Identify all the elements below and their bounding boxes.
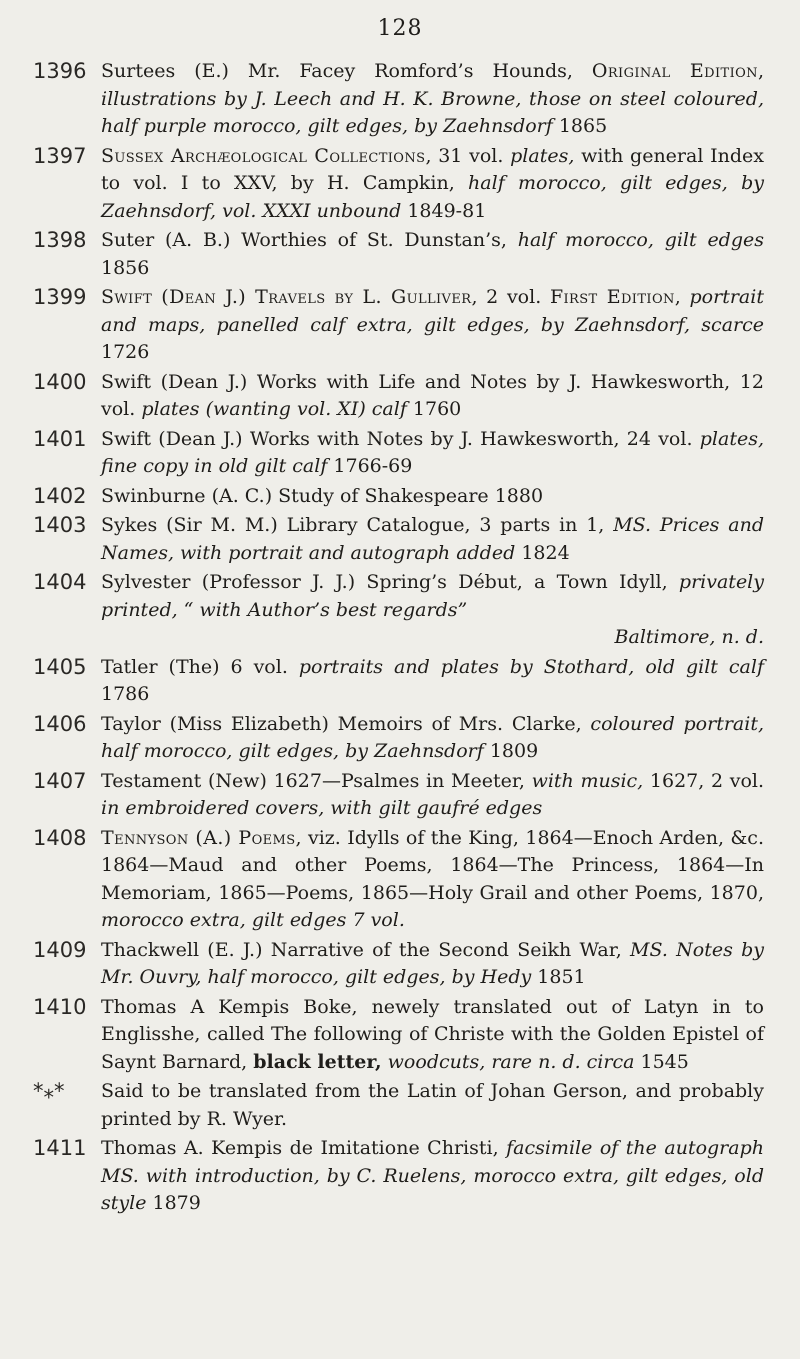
entry-description: Sykes (Sir M. M.) Library Catalogue, 3 parts in 1, MS. Prices and Names, with portrait and autograph added 1824 (101, 514, 764, 564)
lot-number: 1408 (33, 825, 87, 850)
lot-number: *⁎* (33, 1079, 65, 1103)
entry-description: Sylvester (Professor J. J.) Spring’s Début, a Town Idyll, privately printed, “ with Author’s best regards” Baltimore, n. d. (101, 571, 764, 648)
catalogue-entry (0, 711, 800, 766)
catalogue-entry (0, 227, 800, 282)
catalogue-entry (0, 1135, 800, 1218)
catalogue-entry (0, 825, 800, 935)
catalogue-entry (0, 569, 800, 652)
catalogue-entry (0, 654, 800, 709)
lot-number: 1396 (33, 59, 87, 83)
entry-description: Thomas A Kempis Boke, newely translated out of Latyn in to Englisshe, called The following of Christe with the Golden Epistel of Saynt Barnard, black letter, woodcuts, rare n. d. circa 1545 (101, 995, 764, 1073)
lot-number: 1410 (33, 994, 87, 1019)
catalogue-entry (0, 994, 800, 1077)
entry-description: Swift (Dean J.) Travels by L. Gulliver, 2 vol. First Edition, portrait and maps, panelled calf extra, gilt edges, by Zaehnsdorf, scarce 1726 (101, 286, 764, 363)
lot-number: 1400 (33, 369, 87, 394)
catalogue-entry (0, 768, 800, 823)
lot-number: 1397 (33, 143, 87, 168)
lot-number: 1399 (33, 285, 87, 309)
lot-number: 1411 (33, 1136, 87, 1160)
entry-description: Suter (A. B.) Worthies of St. Dunstan’s, half morocco, gilt edges 1856 (101, 229, 765, 279)
page-number: 128 (377, 16, 423, 41)
lot-number: 1405 (33, 654, 87, 679)
catalogue-entry (0, 369, 800, 424)
lot-number: 1403 (33, 513, 87, 537)
lot-number: 1406 (33, 711, 87, 736)
entry-description: Tatler (The) 6 vol. portraits and plates by Stothard, old gilt calf 1786 (101, 655, 764, 705)
lot-number: 1402 (33, 483, 87, 508)
catalogue-entry (0, 284, 800, 367)
entry-description: Swift (Dean J.) Works with Notes by J. Hawkesworth, 24 vol. plates, fine copy in old gilt calf 1766-69 (101, 427, 764, 477)
entry-description: Swinburne (A. C.) Study of Shakespeare 1880 (101, 484, 544, 507)
catalogue-entries (0, 58, 800, 1220)
catalogue-entry (0, 426, 800, 481)
lot-number: 1401 (33, 426, 87, 451)
catalogue-entry (0, 937, 800, 992)
entry-description: Said to be translated from the Latin of Johan Gerson, and probably printed by R. Wyer. (101, 1080, 764, 1130)
lot-number: 1409 (33, 937, 87, 962)
catalogue-entry (0, 483, 800, 511)
entry-description: Sussex Archæological Collections, 31 vol. plates, with general Index to vol. I to XXV, by H. Campkin, half morocco, gilt edges, by Zaehnsdorf, vol. XXXI unbound 1849-81 (101, 144, 765, 222)
lot-number: 1398 (33, 228, 87, 252)
entry-description: Thackwell (E. J.) Narrative of the Second Seikh War, MS. Notes by Mr. Ouvry, half morocco, gilt edges, by Hedy 1851 (101, 938, 764, 988)
entry-description: Taylor (Miss Elizabeth) Memoirs of Mrs. Clarke, coloured portrait, half morocco, gilt edges, by Zaehnsdorf 1809 (101, 712, 764, 762)
lot-number: 1407 (33, 768, 87, 793)
entry-description: Surtees (E.) Mr. Facey Romford’s Hounds, Original Edition, illustrations by J. Leech and H. K. Browne, those on steel coloured, half purple morocco, gilt edges, by Zaehnsdorf 1865 (101, 60, 765, 137)
catalogue-entry (0, 1078, 800, 1133)
catalogue-entry (0, 58, 800, 141)
entry-description: Thomas A. Kempis de Imitatione Christi, facsimile of the autograph MS. with introduction, by C. Ruelens, morocco extra, gilt edges, old style 1879 (101, 1137, 764, 1214)
entry-description: Swift (Dean J.) Works with Life and Notes by J. Hawkesworth, 12 vol. plates (wanting vol. XI) calf 1760 (101, 370, 764, 420)
entry-description: Tennyson (A.) Poems, viz. Idylls of the King, 1864—Enoch Arden, &c. 1864—Maud and other Poems, 1864—The Princess, 1864—In Memoriam, 1865—Poems, 1865—Holy Grail and other Poems, 1870, morocco extra, gilt edges 7 vol. (101, 826, 764, 931)
entry-description: Testament (New) 1627—Psalmes in Meeter, with music, 1627, 2 vol. in embroidered covers, with gilt gaufré edges (101, 769, 764, 819)
catalogue-entry (0, 143, 800, 226)
lot-number: 1404 (33, 570, 87, 594)
catalogue-entry (0, 512, 800, 567)
